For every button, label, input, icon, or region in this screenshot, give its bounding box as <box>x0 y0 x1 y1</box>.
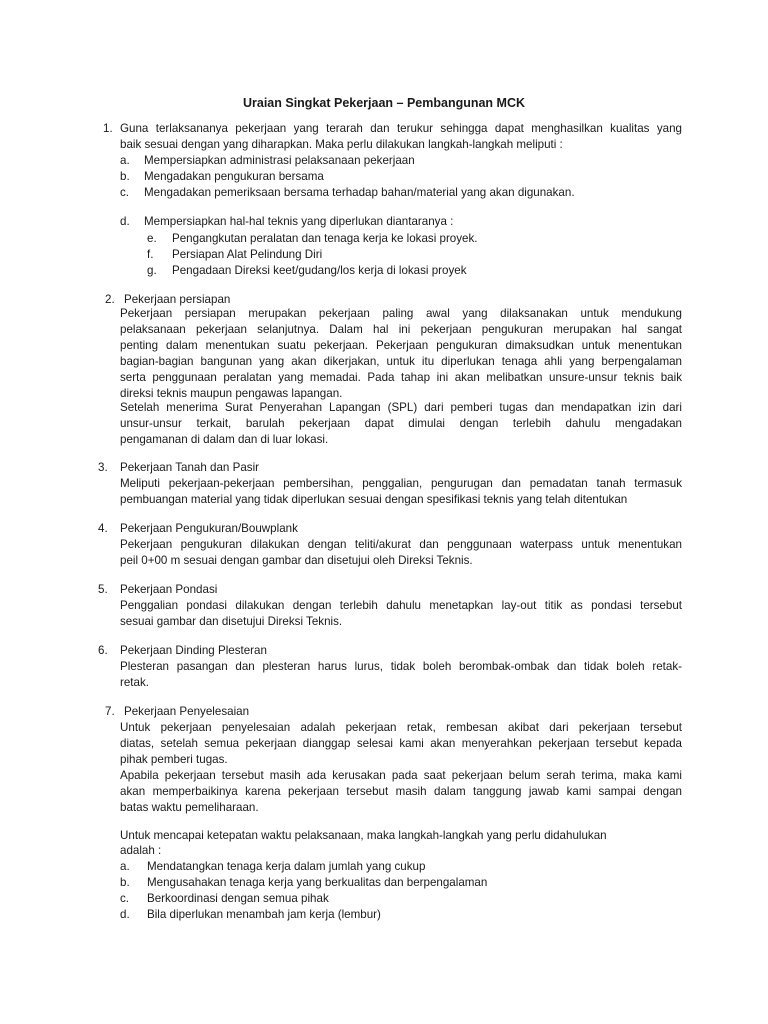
section-2-line: direksi teknis maupun pengawas lapangan. <box>120 387 343 400</box>
list-item: Mengadakan pengukuran bersama <box>144 170 324 183</box>
list-marker: b. <box>120 170 130 183</box>
section-7-line: Untuk pekerjaan penyelesaian adalah pekerjaan retak, rembesan akibat dari pekerjaan tersebut <box>120 721 682 734</box>
sub-list-item: Persiapan Alat Pelindung Diri <box>172 248 323 261</box>
sub-list-marker: g. <box>147 264 157 277</box>
section-2-line: bagian-bagian bangunan yang akan dikerjakan, untuk itu diperlukan tenaga ahli yang berpengalaman <box>120 355 682 368</box>
sub-list-item: Pengangkutan peralatan dan tenaga kerja ke lokasi proyek. <box>172 232 478 245</box>
list-item: Mengusahakan tenaga kerja yang berkualitas dan berpengalaman <box>147 876 488 889</box>
list-item: Berkoordinasi dengan semua pihak <box>147 892 329 905</box>
section-3-number: 3. <box>98 461 108 474</box>
section-7-line: Untuk mencapai ketepatan waktu pelaksanaan, maka langkah-langkah yang perlu didahulukan <box>120 829 607 842</box>
section-5-number: 5. <box>98 583 108 596</box>
list-marker: c. <box>120 892 130 905</box>
section-1-line-1: Guna terlaksananya pekerjaan yang terarah dan terukur sehingga dapat menghasilkan kualitas yang <box>120 122 682 135</box>
list-item: Mendatangkan tenaga kerja dalam jumlah yang cukup <box>147 860 426 873</box>
list-item: Bila diperlukan menambah jam kerja (lembur) <box>147 908 381 921</box>
section-2-number: 2. <box>105 293 115 306</box>
list-marker: a. <box>120 154 130 167</box>
document-title: Uraian Singkat Pekerjaan – Pembangunan MCK <box>242 96 526 110</box>
section-2-line: penting dalam menentukan suatu pekerjaan. Pekerjaan pengukuran dimaksudkan untuk menentukan <box>120 339 682 352</box>
section-6-number: 6. <box>98 644 108 657</box>
list-item: Mempersiapkan hal-hal teknis yang diperlukan diantaranya : <box>144 215 454 228</box>
list-marker: c. <box>120 186 130 199</box>
section-5-line: sesuai gambar dan disetujui Direksi Teknis. <box>120 615 343 628</box>
section-7-line: batas waktu pemeliharaan. <box>120 801 259 814</box>
section-2-line: unsur-unsur terkait, barulah pekerjaan dapat dimulai dengan terlebih dahulu mengadakan <box>120 417 682 430</box>
section-5-heading: Pekerjaan Pondasi <box>120 583 218 596</box>
section-5-line: Penggalian pondasi dilakukan dengan terlebih dahulu menetapkan lay-out titik as pondasi tersebut <box>120 599 682 612</box>
sub-list-item: Pengadaan Direksi keet/gudang/los kerja di lokasi proyek <box>172 264 467 277</box>
section-7-line: Apabila pekerjaan tersebut masih ada kerusakan pada saat pekerjaan belum serah terima, maka kami <box>120 769 682 782</box>
section-7-line: pihak pemberi tugas. <box>120 753 228 766</box>
section-1-line-2: baik sesuai dengan yang diharapkan. Maka perlu dilakukan langkah-langkah meliputi : <box>120 138 563 151</box>
section-6-line: retak. <box>120 676 149 689</box>
list-item: Mengadakan pemeriksaan bersama terhadap bahan/material yang akan digunakan. <box>144 186 575 199</box>
section-4-heading: Pekerjaan Pengukuran/Bouwplank <box>120 522 298 535</box>
list-marker: d. <box>120 908 130 921</box>
section-4-number: 4. <box>98 522 108 535</box>
section-2-line: serta penggunaan peralatan yang memadai. Pada tahap ini akan melibatkan unsure-unsur teknis baik <box>120 371 682 384</box>
section-7-heading: Pekerjaan Penyelesaian <box>124 705 250 718</box>
sub-list-marker: e. <box>147 232 157 245</box>
section-4-line: peil 0+00 m sesuai dengan gambar dan disetujui oleh Direksi Teknis. <box>120 554 473 567</box>
section-2-line: Setelah menerima Surat Penyerahan Lapangan (SPL) dari pemberi tugas dan mendapatkan izin dari <box>120 401 682 414</box>
section-7-number: 7. <box>105 705 115 718</box>
section-2-line: pengamanan di dalam dan di luar lokasi. <box>120 433 329 446</box>
section-7-line: akan memperbaikinya karena pekerjaan tersebut masih dalam tanggung jawab kami sampai dengan <box>120 785 682 798</box>
list-marker: b. <box>120 876 130 889</box>
section-2-heading: Pekerjaan persiapan <box>124 293 231 306</box>
section-6-line: Plesteran pasangan dan plesteran harus lurus, tidak boleh berombak-ombak dan tidak boleh retak- <box>120 660 682 673</box>
section-6-heading: Pekerjaan Dinding Plesteran <box>120 644 267 657</box>
section-4-line: Pekerjaan pengukuran dilakukan dengan teliti/akurat dan penggunaan waterpass untuk menentukan <box>120 538 682 551</box>
sub-list-marker: f. <box>147 248 154 261</box>
section-3-line: Meliputi pekerjaan-pekerjaan pembersihan, penggalian, pengurugan dan pemadatan tanah termasuk <box>120 477 682 490</box>
section-1-number: 1. <box>103 122 113 135</box>
section-2-line: Pekerjaan persiapan merupakan pekerjaan paling awal yang dilaksanakan untuk mendukung <box>120 307 682 320</box>
section-3-heading: Pekerjaan Tanah dan Pasir <box>120 461 260 474</box>
section-7-line: diatas, setelah semua pekerjaan dianggap selesai kami akan menyerahkan pekerjaan tersebut kepada <box>120 737 682 750</box>
list-item: Mempersiapkan administrasi pelaksanaan pekerjaan <box>144 154 415 167</box>
list-marker: d. <box>120 215 130 228</box>
section-3-line: pembuangan material yang tidak diperlukan sesuai dengan spesifikasi teknis yang telah ditentukan <box>120 493 628 506</box>
section-2-line: pelaksanaan pekerjaan selanjutnya. Dalam hal ini pekerjaan pengukuran merupakan hal sangat <box>120 323 682 336</box>
section-7-line: adalah : <box>120 844 162 857</box>
list-marker: a. <box>120 860 130 873</box>
